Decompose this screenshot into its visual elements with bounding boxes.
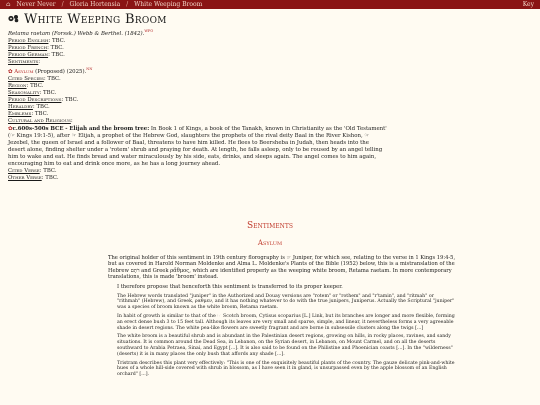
field-label[interactable]: Region xyxy=(8,82,27,89)
field-seasonality xyxy=(8,90,532,97)
field-cited-verse xyxy=(8,168,532,175)
field-value: : TBC. xyxy=(61,96,79,103)
field-value: : TBC. xyxy=(48,37,66,44)
field-label[interactable]: Seasonality xyxy=(8,89,40,96)
field-period-german xyxy=(8,52,532,59)
field-label[interactable]: Cited Verse xyxy=(8,167,40,174)
field-label[interactable]: Heraldry xyxy=(8,103,33,110)
field-label[interactable]: Cited Species xyxy=(8,75,44,82)
field-label[interactable]: Period German xyxy=(8,51,49,58)
asylum-link[interactable]: Asylum xyxy=(14,68,34,75)
field-value: : TBC. xyxy=(32,103,50,110)
field-value: : TBC. xyxy=(39,89,57,96)
sentiment-body xyxy=(108,255,458,378)
sentiments-label-text[interactable]: Sentiments xyxy=(8,58,39,65)
breadcrumb xyxy=(6,0,206,9)
field-period-french xyxy=(8,45,532,52)
field-value: : TBC. xyxy=(31,110,49,117)
top-nav-bar xyxy=(0,0,540,9)
sentiments-section-header xyxy=(8,220,532,248)
field-region xyxy=(8,83,532,90)
flower-bullet-icon: ✿ xyxy=(8,125,13,132)
field-value: : TBC. xyxy=(26,82,44,89)
sentiment-paragraph: I therefore propose that henceforth this sentiment is transferred to its proper keeper. xyxy=(117,283,343,290)
quote-paragraph: The white broom is a beautiful shrub and is abundant in the Palestinian desert regions, growing on hills, in rocky places, ravines, and sandy situations. It is common around the Dead Sea, in Lebanon, on the Syrian desert, in Lebanon, on Mount Carmel, and on all the deserts southward to Arabia Petraea, Sinai, and Egypt [...]. It is also said to be found on the Philistine and Phoenician coasts [...]. In the "wilderness" (deserts) it is in many places the only bush that affords any shade [...]. xyxy=(117,334,453,357)
field-label[interactable]: Other Verse xyxy=(8,174,42,181)
bible-entry-lead: c.600s-500s BCE - Elijah and the broom tree: xyxy=(12,125,150,132)
breadcrumb-white-weeping-broom: White Weeping Broom xyxy=(134,1,203,8)
breadcrumb-never-never[interactable]: Never Never xyxy=(16,1,56,8)
field-label[interactable]: Period French xyxy=(8,44,48,51)
key-link[interactable]: Key xyxy=(522,1,534,8)
field-value: : TBC. xyxy=(39,167,57,174)
field-period-english xyxy=(8,38,532,45)
asylum-detail: (Proposed) (2025). xyxy=(33,68,87,75)
wfo-link[interactable]: WFO xyxy=(144,29,154,33)
main-content xyxy=(0,9,540,378)
field-period-descriptions xyxy=(8,97,532,104)
flower-bullet-icon: ✿ xyxy=(8,68,13,75)
asylum-subheading: Asylum xyxy=(257,238,283,247)
field-value: : TBC. xyxy=(43,75,61,82)
field-label[interactable]: Period Descriptions xyxy=(8,96,62,103)
breadcrumb-gloria-hortensia[interactable]: Gloria Hortensia xyxy=(69,1,121,8)
sentiments-heading: Sentiments xyxy=(246,220,294,231)
title-row xyxy=(8,12,532,27)
field-other-verse xyxy=(8,175,532,182)
field-label[interactable]: Period English xyxy=(8,37,49,44)
page-title: White Weeping Broom xyxy=(24,12,167,27)
field-cited-species xyxy=(8,76,532,83)
field-value: : TBC. xyxy=(47,44,64,51)
nn-link[interactable]: NN xyxy=(86,66,93,71)
field-emblems xyxy=(8,111,532,118)
field-heraldry xyxy=(8,104,532,111)
scientific-name xyxy=(8,28,532,38)
sentiment-paragraph: The original holder of this sentiment in 19th century florography is ☞ Juniper, for which see, relating to the verse in 1 Kings 19:4-5, but as covered in Harold Norman Moldenke and Alma L. Moldenke's Plants of the Bible (1952) below, this is a mistranslation of the Hebrew רֹתֶם and Greek ρᾰ́θμος, which are identified properly as the weeping white broom, Retama raetam. In more contemporary translations, this is made 'broom' instead. xyxy=(108,254,456,281)
scientific-name-text: Retama raetam (Forssk.) Webb & Berthel. (1842). xyxy=(8,30,145,37)
bible-entry xyxy=(8,126,388,168)
field-label[interactable]: Cultural and Religious xyxy=(8,117,71,124)
home-icon[interactable]: ⌂ xyxy=(6,1,11,8)
field-label[interactable]: Emblems xyxy=(8,110,32,117)
quote-paragraph: The Hebrew words translated "juniper" in the Authorized and Douay versions are "rotem" or "rothem" and "r'tamin", and "ritmah" or "rithmah" (Hebrew), and Greek, ραθμεν, and it has nothing whatever to do with the true junipers, Juniperus. Actually the Scriptural "juniper" was a species of broom known as the white broom, Retama raetam. xyxy=(117,293,455,311)
flower-emblem-icon xyxy=(8,14,20,26)
breadcrumb-separator: / xyxy=(61,1,64,8)
bible-entry-text: In Book 1 of Kings, a book of the Tanakh, known in Christianity as the 'Old Testament' (☞ Kings 19:1-5), after ☞ Elijah, a prophet of the Hebrew God, slaughters the prophets of the rival deity Baal in the River Kishon, ☞ Jezebel, the queen of Israel and a follower of Baal, threatens to have him killed. He flees to Beersheba in Judah, then heads into the desert alone, finding shelter under a 'rotem' shrub and praying for death. At length, he falls asleep, only to be roused by an angel telling him to wake and eat. He finds bread and water miraculously by his side, eats, drinks, and sleeps again. The angel comes to him again, encouraging him to eat and drink once more, as he has a long journey ahead. xyxy=(8,125,387,167)
field-value: : TBC. xyxy=(41,174,59,181)
field-cultural-religious xyxy=(8,118,532,125)
quote-paragraph: Tristram describes this plant very effectively: "This is one of the exquisitely beautiful plants of the country. The gauze delicate pink-and-white hues of a whole hill-side covered with shrub in blossom, as I have seen it in gland, is unsurpassed even by the apple blossom of an English orchard" [...]. xyxy=(117,360,455,378)
sentiments-label: Sentiments: xyxy=(8,58,41,65)
quote-paragraph: In habit of growth is similar to that of the ☞ Scotch broom, Cytisus scoparius [L.] Link, but its branches are longer and more flexible, forming an erect dense bush 3 to 15 feet tall. Although its leaves are very small and sparse, simple, and linear, it nevertheless forms a very agreeable shade in desert regions. The white pea-like flowers are sweetly fragrant and are borne in subsessile clusters along the twigs [...] xyxy=(117,313,455,331)
asylum-entry xyxy=(8,66,532,76)
field-value: : xyxy=(70,117,73,124)
breadcrumb-separator: / xyxy=(126,1,129,8)
field-value: : TBC. xyxy=(48,51,65,58)
